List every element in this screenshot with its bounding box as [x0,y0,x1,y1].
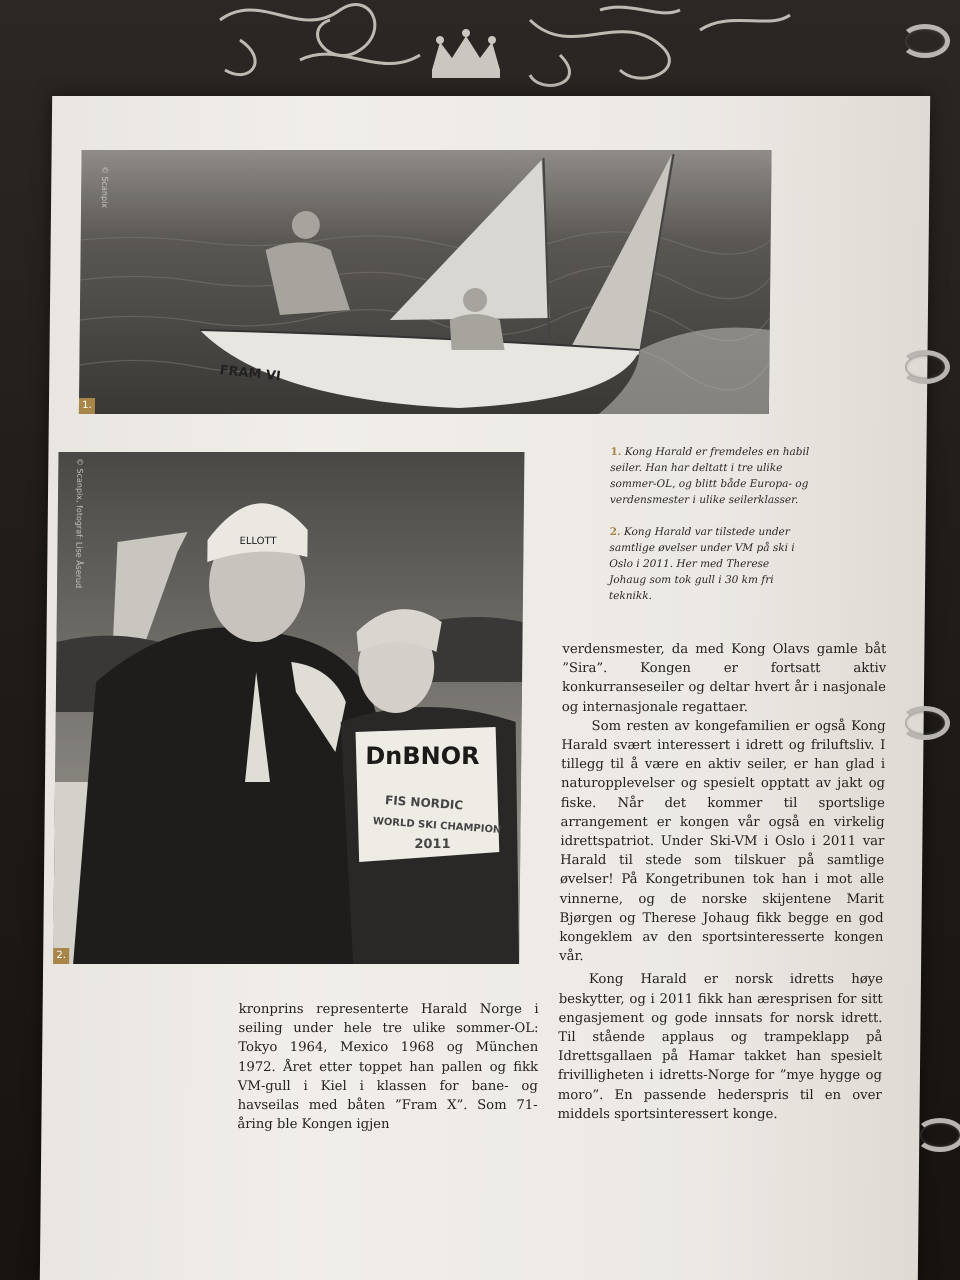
caption-text: Kong Harald var tilstede under samtlige øvelser under VM på ski i Oslo i 2011. Her med Therese Johaug som tok gull i 30 km fri teknikk. [608,526,795,602]
bib-line1-text: FIS NORDIC [384,793,464,813]
right-column-text [557,640,886,1124]
caption-1 [610,444,811,508]
left-column-text [237,1000,538,1134]
bib-line2-text: WORLD SKI CHAMPION [372,816,502,836]
hull-name-text: FRAM VI [218,363,282,385]
book-page [40,96,930,1280]
photo-credit: © Scanpix, fotograf: Lise Åserud [74,458,85,589]
sailing-photo [79,150,772,414]
bib-year-text: 2011 [414,837,451,852]
photo-credit: © Scanpix [100,166,110,209]
paragraph: verdensmester, da med Kong Olavs gamle båt ”Sira”. Kongen er fortsatt aktiv konkurranseseiler og deltar hvert år i nasjonale og internasjonale regattaer. [561,642,887,715]
ski-photo [53,452,524,964]
binder-ring [915,1118,960,1152]
caption-number: 1. [610,446,622,458]
binder-ring [900,24,950,58]
paragraph: kronprins representerte Harald Norge i seiling under hele tre ulike sommer-OL: Tokyo 1964, Mexico 1968 og München 1972. Året etter toppet han pallen og fikk VM-gull i Kiel i klassen for bane- og havseilas med båten ”Fram X”. Som 71-åring ble Kongen igjen [237,1002,539,1133]
paragraph: Kong Harald er norsk idretts høye beskytter, og i 2011 fikk han æresprisen for sitt engasjement og gode innsats for norsk idrett. Til stående applaus og trampeklapp på Idrettsgallaen på Hamar takket han spesielt frivilligheten i idretts-Norge for ”mye hygge og moro”. En passende hederspris til en over middels sportsinteressert konge. [557,972,884,1122]
caption-text: Kong Harald er fremdeles en habil seiler. Han har deltatt i tre ulike sommer-OL, og blitt både Europa- og verdensmester i ulike seilerklasser. [609,446,810,506]
photo-number: 1. [79,398,95,414]
binder-ring [900,706,950,740]
paragraph: Som resten av kongefamilien er også Kong Harald svært interessert i idrett og friluftsliv. I tillegg til å være en aktiv seiler, er han glad i naturopplevelser og spesielt opptatt av jakt og fiske. Når det kommer til sportslige arrangement er kongen vår også en virkelig idrettspatriot. Under Ski-VM i Oslo i 2011 var Harald til stede som tilskuer på samtlige øvelser! På Kongetribunen tok han i mot alle vinnerne, og de norske skijentene Marit Bjørgen og Therese Johaug fikk begge en god kongeklem av den sportsinteresserte kongen vår. [559,718,886,965]
hat-logo-text: ELLOTT [239,536,277,547]
caption-2 [609,524,810,604]
bib-sponsor-text: DnBNOR [365,742,480,770]
binder-ring [900,350,950,384]
photo-number: 2. [53,948,69,964]
caption-number: 2. [609,526,621,538]
